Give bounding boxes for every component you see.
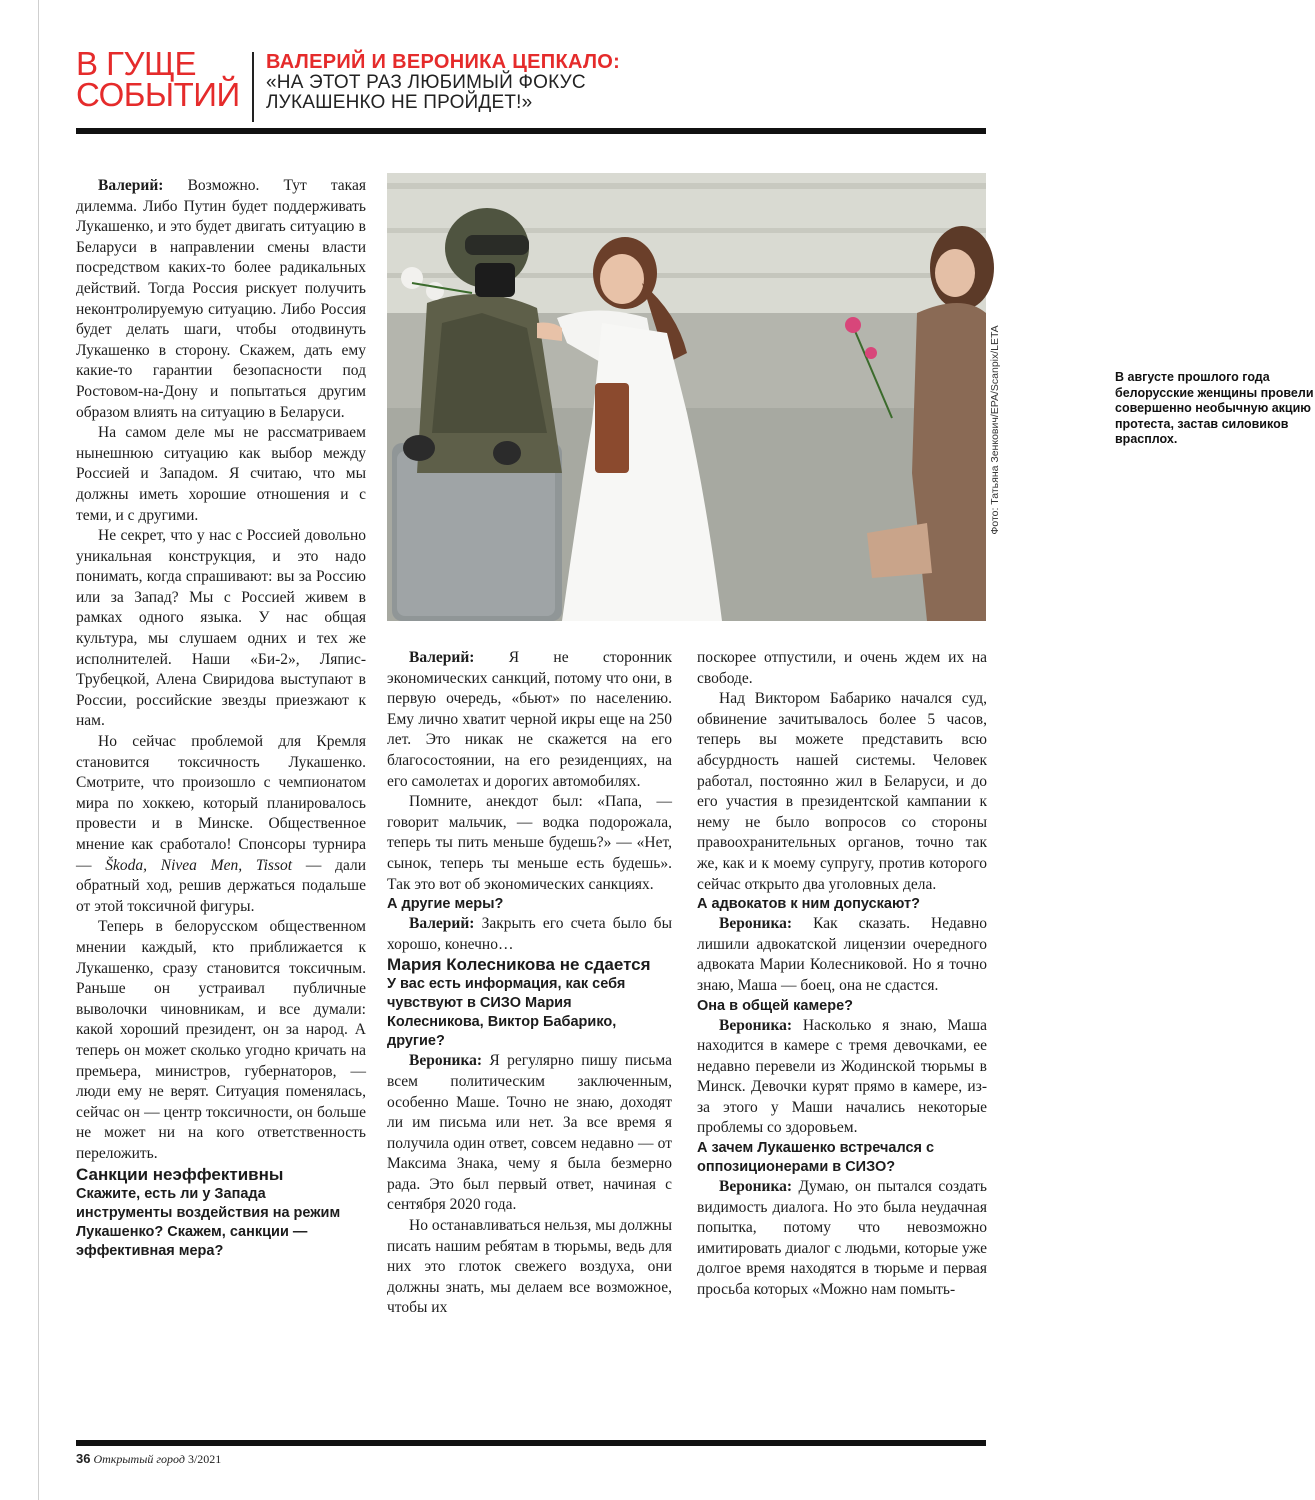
footer-rule [76, 1440, 986, 1446]
paragraph: Но останавливаться нельзя, мы должны писать нашим ребятам в тюрьмы, ведь для них это глоток свежего воздуха, они должны знать, мы делаем все возможное, чтобы их [387, 1217, 672, 1317]
photo-credit-text: Фото: Татьяна Зенкович/EPA/Scanpix/LETA [989, 325, 1001, 535]
page-margin-rule [38, 0, 39, 1500]
speaker-label: Вероника: [719, 1016, 793, 1034]
interview-question: А адвокатов к ним допускают? [697, 896, 920, 913]
speaker-label: Валерий: [409, 649, 475, 666]
section-title [76, 45, 246, 113]
paragraph [387, 1051, 672, 1216]
paragraph: Не секрет, что у нас с Россией довольно уникальная конструкция, и это надо понимать, когда спрашивают: вы за Россию или за Запад? Мы с Россией живем в рамках одного языка. У нас общая культура, мы слушаем одних и тех же исполнителей. Наши «Би-2», Ляпис-Трубецкой, Алена Свиридова выступают в России, российские звезды приезжают к нам. [76, 527, 366, 730]
page-number: 36 [76, 1451, 91, 1466]
article-column-2 [387, 648, 672, 1319]
page-footer [76, 1451, 221, 1467]
interview-question: А зачем Лукашенко встречался с оппозиционерами в СИЗО? [697, 1140, 935, 1176]
section-title-line2: СОБЫТИЙ [76, 76, 240, 113]
interview-question: Она в общей камере? [697, 997, 854, 1014]
paragraph [697, 914, 987, 996]
article-column-3 [697, 648, 987, 1301]
paragraph-text: Я регулярно пишу письма всем политическим заключенным, особенно Маше. Точно не знаю, доходят ли им письма или нет. За все время я получила один ответ, совсем недавно — от Максима Знака, чему я была безмерно рада. Это был первый ответ, начиная с сентября 2020 года. [387, 1052, 672, 1214]
speaker-label: Валерий: [409, 915, 475, 933]
header-divider [252, 52, 254, 122]
headline-names: ВАЛЕРИЙ И ВЕРОНИКА ЦЕПКАЛО: [266, 51, 621, 73]
paragraph [76, 176, 366, 423]
paragraph-text: Как сказать. Недавно лишили адвокатской лицензии очередного адвоката Марии Колесниковой. Но я точно знаю, Маша — боец, она не сдастся. [697, 915, 987, 994]
subheading: Санкции неэффективны [76, 1164, 284, 1184]
protest-photo-illustration [387, 173, 986, 621]
section-title-line1: В ГУЩЕ [76, 45, 196, 82]
article-headline [266, 52, 986, 113]
paragraph [387, 914, 672, 955]
paragraph [697, 1177, 987, 1301]
paragraph [76, 732, 366, 917]
speaker-label: Вероника: [719, 915, 793, 933]
interview-question: Скажите, есть ли у Запада инструменты воздействия на режим Лукашенко? Скажем, санкции — эффективная мера? [76, 1185, 341, 1259]
speaker-label: Валерий: [98, 177, 164, 194]
article-column-1 [76, 176, 366, 1261]
subheading: Мария Колесникова не сдается [387, 955, 651, 975]
interview-question: У вас есть информация, как себя чувствуют в СИЗО Мария Колесникова, Виктор Бабарико, другие? [387, 976, 626, 1050]
paragraph [697, 1016, 987, 1140]
paragraph-text: Я не сторонник экономических санкций, потому что они, в первую очередь, «бьют» по населению. Ему лично хватит черной икры еще на 250 лет. Это никак не скажется на его благосостоянии, на его резиденциях, на его самолетах и дорогих автомобилях. [387, 649, 672, 790]
paragraph-text: Насколько я знаю, Маша находится в камере с тремя девочками, ее недавно перевели из Жодинской тюрьмы в Минск. Девочки курят прямо в камере, из-за этого у Маши начались некоторые проблемы со здоровьем. [697, 1016, 987, 1137]
paragraph: На самом деле мы не рассматриваем нынешнюю ситуацию как выбор между Россией и Западом. Я считаю, что мы должны иметь хорошие отношения и с теми, и с другими. [76, 424, 366, 524]
interview-question: А другие меры? [387, 896, 504, 913]
paragraph: Над Виктором Бабарико начался суд, обвинение зачитывалось более 5 часов, теперь вы можете представить всю абсурдность нашей системы. Человек работал, постоянно жил в Беларуси, и до его участия в президентской кампании к нему не было вопросов со стороны правоохранительных органов, точно так же, как и к моему супругу, против которого сейчас открыто два уголовных дела. [697, 690, 987, 893]
paragraph-text: Возможно. Тут такая дилемма. Либо Путин будет поддерживать Лукашенко, и это будет двигать ситуацию в Беларуси в направлении смены власти посредством каких-то более радикальных действий. Тогда Россия рискует получить неконтролируемую ситуацию. Либо Россия будет делать шаги, чтобы отодвинуть Лукашенко в сторону. Скажем, дать ему какие-то гарантии безопасности под Ростовом-на-Дону и попытаться другим образом влиять на ситуацию в Беларуси. [76, 177, 366, 421]
photo-caption: В августе прошлого года белорусские женщины провели совершенно необычную акцию протеста, застав силовиков врасплох. [1115, 370, 1314, 446]
sponsor-names: Škoda, Nivea Men, Tissot [105, 856, 293, 874]
paragraph: Теперь в белорусском общественном мнении каждый, кто приближается к Лукашенко, сразу становится токсичным. Раньше он устраивал публичные выволочки чиновникам, и все думали: какой хороший президент, он за народ. А теперь он может сколько угодно кричать на премьера, министров, губернаторов, — люди ему не верят. Ситуация поменялась, сейчас он — центр токсичности, он больше не может ни на кого ответственность переложить. [76, 918, 366, 1162]
paragraph-text: Но сейчас проблемой для Кремля становится токсичность Лукашенко. Смотрите, что произошло с чемпионатом мира по хоккею, который планировалось провести и в Минске. Общественное мнение как сработало! Спонсоры турнира — [76, 733, 366, 874]
paragraph-text: — дали обратный ход, решив держаться подальше от этой токсичной фигуры. [76, 856, 367, 915]
paragraph: Помните, анекдот был: «Папа, — говорит мальчик, — водка подорожала, теперь ты пить меньше будешь?» — «Нет, сынок, теперь ты меньше есть будешь». Так это вот об экономических санкциях. [387, 793, 672, 893]
paragraph-text: Думаю, он пытался создать видимость диалога. Но это была неудачная попытка, потому что невозможно имитировать диалог с людьми, которые уже долгое время находятся в тюрьме и первая просьба которых «Можно нам помыть- [697, 1178, 987, 1299]
speaker-label: Вероника: [719, 1178, 793, 1196]
issue-number: 3/2021 [187, 1452, 222, 1466]
paragraph: поскорее отпустили, и очень ждем их на свободе. [697, 649, 987, 687]
headline-quote-line2: ЛУКАШЕНКО НЕ ПРОЙДЕТ!» [266, 92, 533, 113]
paragraph-text: Закрыть его счета было бы хорошо, конечно… [387, 915, 672, 953]
photo-credit [989, 325, 1001, 535]
magazine-name: Открытый город [93, 1452, 185, 1466]
header-rule [76, 128, 986, 134]
speaker-label: Вероника: [409, 1052, 483, 1070]
paragraph [387, 648, 672, 792]
headline-quote-line1: «НА ЭТОТ РАЗ ЛЮБИМЫЙ ФОКУС [266, 72, 586, 93]
